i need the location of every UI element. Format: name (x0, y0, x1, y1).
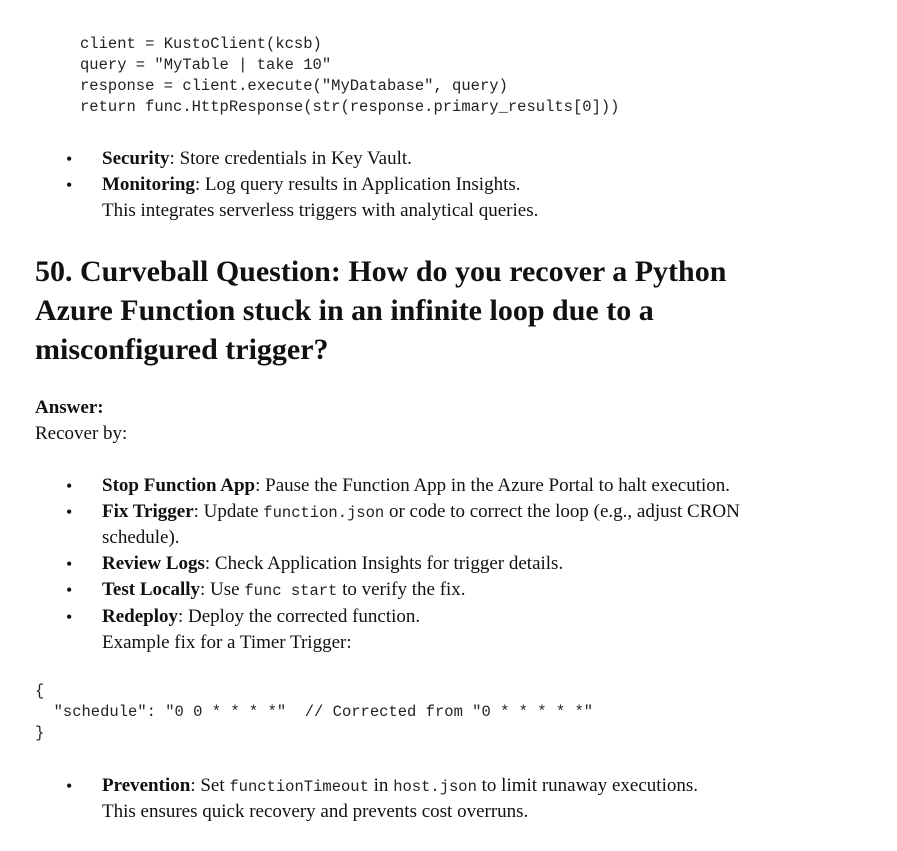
item-text: : Log query results in Application Insights. (194, 174, 521, 195)
item-label: Stop Function App (102, 475, 256, 496)
item-text: : Store credentials in Key Vault. (169, 148, 412, 169)
bullet-icon: • (66, 580, 73, 600)
item-label: Monitoring (102, 174, 195, 195)
heading-line: misconfigured trigger? (35, 333, 329, 366)
item-label: Test Locally (102, 579, 200, 600)
item-text: to verify the fix. (337, 579, 466, 600)
answer-label: Answer: (35, 397, 104, 418)
code-line: response = client.execute("MyDatabase", query) (80, 77, 508, 95)
code-line: { (35, 682, 45, 700)
bullet-icon: • (66, 149, 73, 169)
item-label: Review Logs (102, 553, 205, 574)
item-text: : Update (193, 501, 264, 522)
inline-code: func start (244, 582, 338, 600)
list-continuation: This ensures quick recovery and prevents cost overruns. (102, 801, 529, 822)
item-label: Security (102, 148, 170, 169)
inline-code: function.json (263, 504, 385, 522)
item-text: : Use (200, 579, 245, 600)
inline-code: functionTimeout (229, 778, 369, 796)
code-line: client = KustoClient(kcsb) (80, 35, 322, 53)
item-text: in (368, 775, 394, 796)
bullet-icon: • (66, 554, 73, 574)
heading-line: 50. Curveball Question: How do you recover a Python (35, 255, 727, 288)
inline-code: host.json (393, 778, 477, 796)
list-continuation: This integrates serverless triggers with analytical queries. (102, 200, 539, 221)
list-continuation: Example fix for a Timer Trigger: (102, 632, 352, 653)
code-line: "schedule": "0 0 * * * *" // Corrected from "0 * * * * *" (35, 703, 594, 721)
item-text: or code to correct the loop (e.g., adjust CRON (384, 501, 740, 522)
answer-intro: Recover by: (35, 423, 128, 444)
item-text: : Set (190, 775, 230, 796)
item-text: : Deploy the corrected function. (178, 606, 421, 627)
item-label: Fix Trigger (102, 501, 194, 522)
code-line: } (35, 724, 45, 742)
item-text: : Check Application Insights for trigger details. (204, 553, 564, 574)
item-text-wrap: schedule). (102, 527, 180, 548)
bullet-icon: • (66, 502, 73, 522)
heading-line: Azure Function stuck in an infinite loop due to a (35, 294, 654, 327)
item-label: Redeploy (102, 606, 178, 627)
section-heading (35, 252, 865, 369)
item-label: Prevention (102, 775, 191, 796)
item-text: : Pause the Function App in the Azure Portal to halt execution. (255, 475, 731, 496)
bullet-icon: • (66, 476, 73, 496)
bullet-icon: • (66, 776, 73, 796)
bullet-icon: • (66, 175, 73, 195)
item-text: to limit runaway executions. (476, 775, 698, 796)
code-line: query = "MyTable | take 10" (80, 56, 332, 74)
bullet-icon: • (66, 607, 73, 627)
code-line: return func.HttpResponse(str(response.primary_results[0])) (80, 98, 620, 116)
